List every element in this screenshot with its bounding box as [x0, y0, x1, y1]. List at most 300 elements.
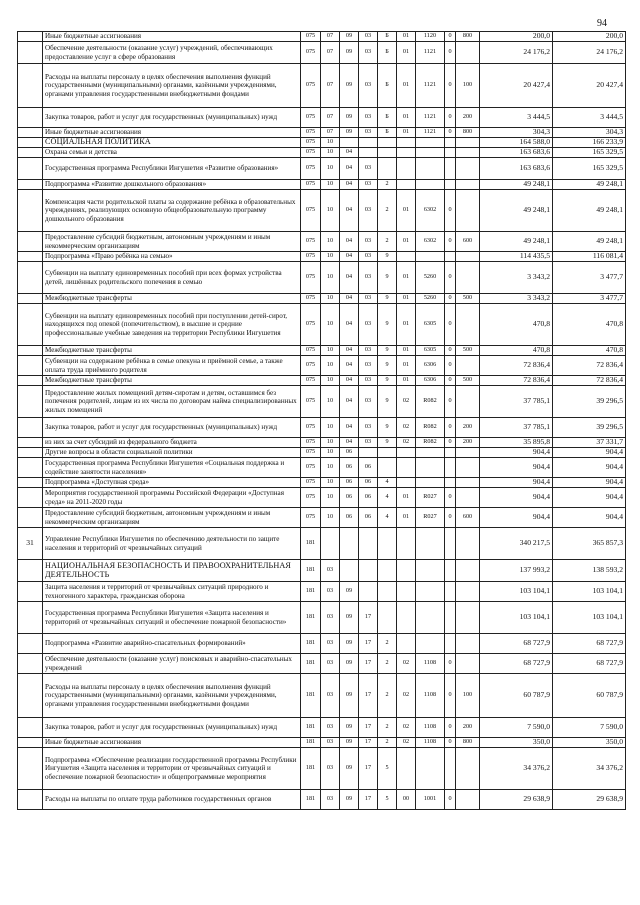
section-code: 10 [321, 448, 340, 458]
table-row [18, 346, 626, 356]
subsection-code: 06 [340, 448, 359, 458]
amount-year-1: 340 217,5 [480, 528, 553, 560]
fund-code: 0 [445, 42, 456, 64]
event-code [397, 560, 416, 582]
amount-year-1: 49 248,1 [480, 232, 553, 252]
event-code: 01 [397, 346, 416, 356]
amount-year-2: 49 248,1 [553, 232, 626, 252]
event-code [397, 252, 416, 262]
event-code [397, 138, 416, 148]
ministry-code: 075 [301, 262, 321, 294]
event-code [397, 158, 416, 180]
row-index [18, 386, 43, 418]
ministry-code: 181 [301, 790, 321, 810]
subprogram-code [378, 560, 397, 582]
amount-year-2: 68 727,9 [553, 634, 626, 654]
expense-type-code [456, 386, 480, 418]
direction-code: 1001 [416, 790, 445, 810]
table-row [18, 718, 626, 738]
subprogram-code: Б [378, 32, 397, 42]
fund-code: 0 [445, 376, 456, 386]
ministry-code: 181 [301, 582, 321, 602]
program-code: 03 [359, 294, 378, 304]
program-code [359, 148, 378, 158]
program-code: 03 [359, 32, 378, 42]
expense-type-code [456, 304, 480, 346]
direction-code: 5260 [416, 294, 445, 304]
subprogram-code: 2 [378, 738, 397, 748]
table-row [18, 508, 626, 528]
table-row [18, 634, 626, 654]
item-name: Государственная программа Республики Ингушетия «Социальная поддержка и содействие занятости населения» [43, 458, 301, 478]
row-index [18, 262, 43, 294]
subsection-code: 04 [340, 376, 359, 386]
amount-year-2: 904,4 [553, 508, 626, 528]
ministry-code: 075 [301, 294, 321, 304]
subsection-code: 04 [340, 190, 359, 232]
amount-year-1: 3 343,2 [480, 294, 553, 304]
ministry-code: 181 [301, 528, 321, 560]
subsection-code: 04 [340, 158, 359, 180]
fund-code [445, 560, 456, 582]
direction-code [416, 448, 445, 458]
expense-type-code [456, 180, 480, 190]
row-index [18, 438, 43, 448]
item-name: Иные бюджетные ассигнования [43, 128, 301, 138]
amount-year-2: 3 477,7 [553, 262, 626, 294]
section-code: 03 [321, 738, 340, 748]
expense-type-code: 600 [456, 508, 480, 528]
direction-code [416, 560, 445, 582]
section-code: 03 [321, 674, 340, 718]
direction-code: R082 [416, 386, 445, 418]
table-row [18, 386, 626, 418]
program-code: 03 [359, 386, 378, 418]
program-code: 17 [359, 738, 378, 748]
item-name: Предоставление субсидий бюджетным, автономным учреждениям и иным некоммерческим организациям [43, 232, 301, 252]
subsection-code: 04 [340, 386, 359, 418]
section-code: 03 [321, 634, 340, 654]
subprogram-code: 4 [378, 488, 397, 508]
program-code: 17 [359, 748, 378, 790]
program-code: 03 [359, 42, 378, 64]
table-row [18, 138, 626, 148]
amount-year-1: 103 104,1 [480, 582, 553, 602]
direction-code [416, 634, 445, 654]
item-name: Подпрограмма «Развитие дошкольного образования» [43, 180, 301, 190]
subsection-code: 09 [340, 790, 359, 810]
fund-code [445, 138, 456, 148]
item-name: Субвенции на выплату единовременных пособий при поступлении детей-сирот, находящихся под опекой (попечительством), в высшие и средние профессиональные учебные заведения на территории Республики Ингушетия [43, 304, 301, 346]
ministry-code: 075 [301, 158, 321, 180]
row-index [18, 418, 43, 438]
subsection-code: 06 [340, 508, 359, 528]
expense-type-code [456, 528, 480, 560]
row-index [18, 602, 43, 634]
ministry-code: 075 [301, 42, 321, 64]
table-row [18, 64, 626, 108]
subsection-code: 09 [340, 674, 359, 718]
direction-code: R027 [416, 508, 445, 528]
event-code: 01 [397, 304, 416, 346]
section-code: 07 [321, 32, 340, 42]
fund-code [445, 748, 456, 790]
ministry-code: 075 [301, 508, 321, 528]
subprogram-code [378, 582, 397, 602]
subprogram-code: 4 [378, 478, 397, 488]
ministry-code: 075 [301, 148, 321, 158]
subprogram-code [378, 458, 397, 478]
amount-year-2: 166 233,9 [553, 138, 626, 148]
section-code [321, 528, 340, 560]
section-code: 10 [321, 252, 340, 262]
table-row [18, 418, 626, 438]
item-name: Обеспечение деятельности (оказание услуг) поисковых и аварийно-спасательных учреждений [43, 654, 301, 674]
item-name: Предоставление субсидий бюджетным, автономным учреждениям и иным некоммерческим организациям [43, 508, 301, 528]
table-row [18, 148, 626, 158]
section-code: 03 [321, 602, 340, 634]
row-index [18, 64, 43, 108]
subprogram-code: 9 [378, 418, 397, 438]
program-code: 03 [359, 180, 378, 190]
expense-type-code [456, 42, 480, 64]
item-name: Мероприятия государственной программы Российской Федерации «Доступная среда» на 2011-2020 годы [43, 488, 301, 508]
expense-type-code [456, 478, 480, 488]
row-index [18, 376, 43, 386]
table-row [18, 438, 626, 448]
direction-code: 1121 [416, 128, 445, 138]
direction-code [416, 582, 445, 602]
amount-year-1: 34 376,2 [480, 748, 553, 790]
item-name: Охрана семьи и детства [43, 148, 301, 158]
subsection-code: 09 [340, 64, 359, 108]
item-name: Закупка товаров, работ и услуг для государственных (муниципальных) нужд [43, 108, 301, 128]
amount-year-1: 20 427,4 [480, 64, 553, 108]
table-row [18, 294, 626, 304]
expense-type-code [456, 790, 480, 810]
amount-year-2: 904,4 [553, 458, 626, 478]
expense-type-code: 800 [456, 32, 480, 42]
event-code: 02 [397, 738, 416, 748]
row-index [18, 346, 43, 356]
subprogram-code: 9 [378, 346, 397, 356]
subprogram-code: 9 [378, 262, 397, 294]
row-index [18, 148, 43, 158]
item-name: Иные бюджетные ассигнования [43, 32, 301, 42]
direction-code: 1121 [416, 42, 445, 64]
program-code: 03 [359, 232, 378, 252]
subsection-code: 09 [340, 654, 359, 674]
program-code: 03 [359, 262, 378, 294]
amount-year-2: 7 590,0 [553, 718, 626, 738]
fund-code: 0 [445, 418, 456, 438]
table-row [18, 602, 626, 634]
section-code: 10 [321, 232, 340, 252]
fund-code: 0 [445, 738, 456, 748]
ministry-code: 075 [301, 252, 321, 262]
row-index [18, 108, 43, 128]
direction-code: 1108 [416, 718, 445, 738]
section-code: 03 [321, 718, 340, 738]
subprogram-code: 5 [378, 748, 397, 790]
program-code: 03 [359, 418, 378, 438]
fund-code: 0 [445, 64, 456, 108]
table-row [18, 304, 626, 346]
amount-year-2: 34 376,2 [553, 748, 626, 790]
amount-year-1: 72 836,4 [480, 356, 553, 376]
expense-type-code [456, 654, 480, 674]
row-index [18, 32, 43, 42]
expense-type-code: 200 [456, 438, 480, 448]
subsection-code: 09 [340, 718, 359, 738]
event-code: 02 [397, 654, 416, 674]
ministry-code: 075 [301, 478, 321, 488]
item-name: Государственная программа Республики Ингушетия «Защита населения и территорий от чрезвычайных ситуаций и обеспечение пожарной безопасности» [43, 602, 301, 634]
section-code: 10 [321, 478, 340, 488]
direction-code [416, 528, 445, 560]
direction-code [416, 458, 445, 478]
program-code [359, 528, 378, 560]
event-code [397, 180, 416, 190]
subprogram-code: 4 [378, 508, 397, 528]
expense-type-code [456, 190, 480, 232]
subprogram-code: 5 [378, 790, 397, 810]
expense-type-code: 200 [456, 108, 480, 128]
amount-year-2: 3 477,7 [553, 294, 626, 304]
row-index [18, 42, 43, 64]
item-name: Межбюджетные трансферты [43, 376, 301, 386]
amount-year-1: 350,0 [480, 738, 553, 748]
section-code: 10 [321, 148, 340, 158]
direction-code [416, 478, 445, 488]
ministry-code: 181 [301, 748, 321, 790]
fund-code [445, 478, 456, 488]
section-code: 10 [321, 304, 340, 346]
item-name: Расходы на выплаты персоналу в целях обеспечения выполнения функций государственными (муниципальными) органами, казёнными учреждениями, органами управления государственными внебюджетными фондами [43, 64, 301, 108]
amount-year-2: 365 857,3 [553, 528, 626, 560]
amount-year-2: 49 248,1 [553, 190, 626, 232]
direction-code: 6302 [416, 190, 445, 232]
subsection-code: 09 [340, 602, 359, 634]
amount-year-1: 29 638,9 [480, 790, 553, 810]
row-index [18, 488, 43, 508]
table-row [18, 560, 626, 582]
subprogram-code: 9 [378, 252, 397, 262]
row-index [18, 478, 43, 488]
subprogram-code: Б [378, 128, 397, 138]
amount-year-1: 200,0 [480, 32, 553, 42]
subprogram-code: 2 [378, 634, 397, 654]
fund-code [445, 252, 456, 262]
fund-code [445, 582, 456, 602]
expense-type-code: 200 [456, 418, 480, 438]
row-index [18, 654, 43, 674]
direction-code [416, 252, 445, 262]
direction-code [416, 748, 445, 790]
section-code: 10 [321, 180, 340, 190]
amount-year-1: 164 588,0 [480, 138, 553, 148]
item-name: Защита населения и территорий от чрезвычайных ситуаций природного и техногенного характера, гражданская оборона [43, 582, 301, 602]
section-code: 10 [321, 376, 340, 386]
event-code: 02 [397, 418, 416, 438]
subprogram-code: 9 [378, 376, 397, 386]
subprogram-code: 2 [378, 674, 397, 718]
event-code: 01 [397, 232, 416, 252]
amount-year-1: 68 727,9 [480, 654, 553, 674]
subsection-code: 04 [340, 148, 359, 158]
subsection-code: 09 [340, 582, 359, 602]
amount-year-1: 904,4 [480, 458, 553, 478]
subprogram-code: 2 [378, 180, 397, 190]
section-code: 10 [321, 190, 340, 232]
ministry-code: 075 [301, 190, 321, 232]
amount-year-1: 72 836,4 [480, 376, 553, 386]
subsection-code [340, 138, 359, 148]
subsection-code: 04 [340, 180, 359, 190]
row-index [18, 790, 43, 810]
amount-year-2: 49 248,1 [553, 180, 626, 190]
section-code: 03 [321, 582, 340, 602]
row-index [18, 674, 43, 718]
subsection-code: 04 [340, 356, 359, 376]
amount-year-1: 904,4 [480, 448, 553, 458]
amount-year-2: 165 329,5 [553, 148, 626, 158]
fund-code: 0 [445, 356, 456, 376]
amount-year-2: 304,3 [553, 128, 626, 138]
event-code [397, 528, 416, 560]
program-code: 03 [359, 128, 378, 138]
table-row [18, 128, 626, 138]
section-code: 03 [321, 560, 340, 582]
program-code: 03 [359, 346, 378, 356]
subsection-code: 04 [340, 252, 359, 262]
section-code: 03 [321, 790, 340, 810]
expense-type-code [456, 252, 480, 262]
event-code: 01 [397, 32, 416, 42]
amount-year-1: 103 104,1 [480, 602, 553, 634]
event-code: 02 [397, 386, 416, 418]
program-code [359, 448, 378, 458]
subsection-code: 09 [340, 738, 359, 748]
program-code: 03 [359, 304, 378, 346]
amount-year-2: 3 444,5 [553, 108, 626, 128]
event-code: 02 [397, 438, 416, 448]
row-index [18, 138, 43, 148]
expense-type-code: 100 [456, 64, 480, 108]
program-code: 03 [359, 190, 378, 232]
table-row [18, 448, 626, 458]
amount-year-1: 37 785,1 [480, 386, 553, 418]
expense-type-code [456, 138, 480, 148]
direction-code: 6306 [416, 376, 445, 386]
expense-type-code: 800 [456, 738, 480, 748]
expense-type-code: 500 [456, 346, 480, 356]
program-code: 03 [359, 158, 378, 180]
fund-code [445, 634, 456, 654]
ministry-code: 181 [301, 654, 321, 674]
amount-year-2: 200,0 [553, 32, 626, 42]
amount-year-1: 904,4 [480, 478, 553, 488]
ministry-code: 181 [301, 634, 321, 654]
row-index [18, 180, 43, 190]
event-code [397, 478, 416, 488]
direction-code: 6305 [416, 346, 445, 356]
subsection-code: 06 [340, 478, 359, 488]
event-code [397, 748, 416, 790]
program-code: 03 [359, 376, 378, 386]
expense-type-code: 500 [456, 376, 480, 386]
section-code: 10 [321, 438, 340, 448]
item-name: Другие вопросы в области социальной политики [43, 448, 301, 458]
amount-year-1: 24 176,2 [480, 42, 553, 64]
event-code: 01 [397, 294, 416, 304]
expense-type-code [456, 602, 480, 634]
budget-table [17, 31, 626, 810]
event-code: 01 [397, 356, 416, 376]
table-row [18, 458, 626, 478]
subsection-code: 09 [340, 108, 359, 128]
expense-type-code [456, 458, 480, 478]
direction-code: 5260 [416, 262, 445, 294]
subsection-code: 04 [340, 418, 359, 438]
row-index [18, 508, 43, 528]
ministry-code: 075 [301, 448, 321, 458]
table-row [18, 738, 626, 748]
table-row [18, 478, 626, 488]
event-code [397, 582, 416, 602]
event-code: 01 [397, 488, 416, 508]
item-name: Предоставление жилых помещений детям-сиротам и детям, оставшимся без попечения родителей, лицам из их числа по договорам найма специализированных жилых помещений [43, 386, 301, 418]
item-name: Межбюджетные трансферты [43, 346, 301, 356]
subsection-code: 09 [340, 42, 359, 64]
ministry-code: 075 [301, 232, 321, 252]
program-code [359, 582, 378, 602]
subsection-code: 04 [340, 232, 359, 252]
amount-year-2: 138 593,2 [553, 560, 626, 582]
program-code: 03 [359, 438, 378, 448]
fund-code: 0 [445, 718, 456, 738]
item-name: НАЦИОНАЛЬНАЯ БЕЗОПАСНОСТЬ И ПРАВООХРАНИТЕЛЬНАЯ ДЕЯТЕЛЬНОСТЬ [43, 560, 301, 582]
expense-type-code: 200 [456, 718, 480, 738]
fund-code: 0 [445, 232, 456, 252]
expense-type-code [456, 262, 480, 294]
fund-code [445, 602, 456, 634]
section-code: 10 [321, 138, 340, 148]
table-row [18, 252, 626, 262]
subsection-code [340, 528, 359, 560]
amount-year-2: 20 427,4 [553, 64, 626, 108]
program-code: 17 [359, 654, 378, 674]
item-name: Иные бюджетные ассигнования [43, 738, 301, 748]
ministry-code: 075 [301, 438, 321, 448]
direction-code: 1108 [416, 738, 445, 748]
item-name: Подпрограмма «Обеспечение реализации государственной программы Республики Ингушетия «Защита населения и территории от чрезвычайных ситуаций и обеспечение пожарной безопасности» и общепрограммные мероприятия [43, 748, 301, 790]
program-code: 17 [359, 602, 378, 634]
subsection-code: 09 [340, 634, 359, 654]
subsection-code: 09 [340, 128, 359, 138]
amount-year-2: 39 296,5 [553, 418, 626, 438]
table-row [18, 356, 626, 376]
amount-year-2: 116 081,4 [553, 252, 626, 262]
amount-year-2: 904,4 [553, 488, 626, 508]
event-code [397, 448, 416, 458]
row-index [18, 252, 43, 262]
event-code: 01 [397, 64, 416, 108]
expense-type-code [456, 560, 480, 582]
item-name: Субвенции на содержание ребёнка в семье опекуна и приёмной семье, а также оплата труда приёмного родителя [43, 356, 301, 376]
row-index [18, 448, 43, 458]
fund-code: 0 [445, 508, 456, 528]
